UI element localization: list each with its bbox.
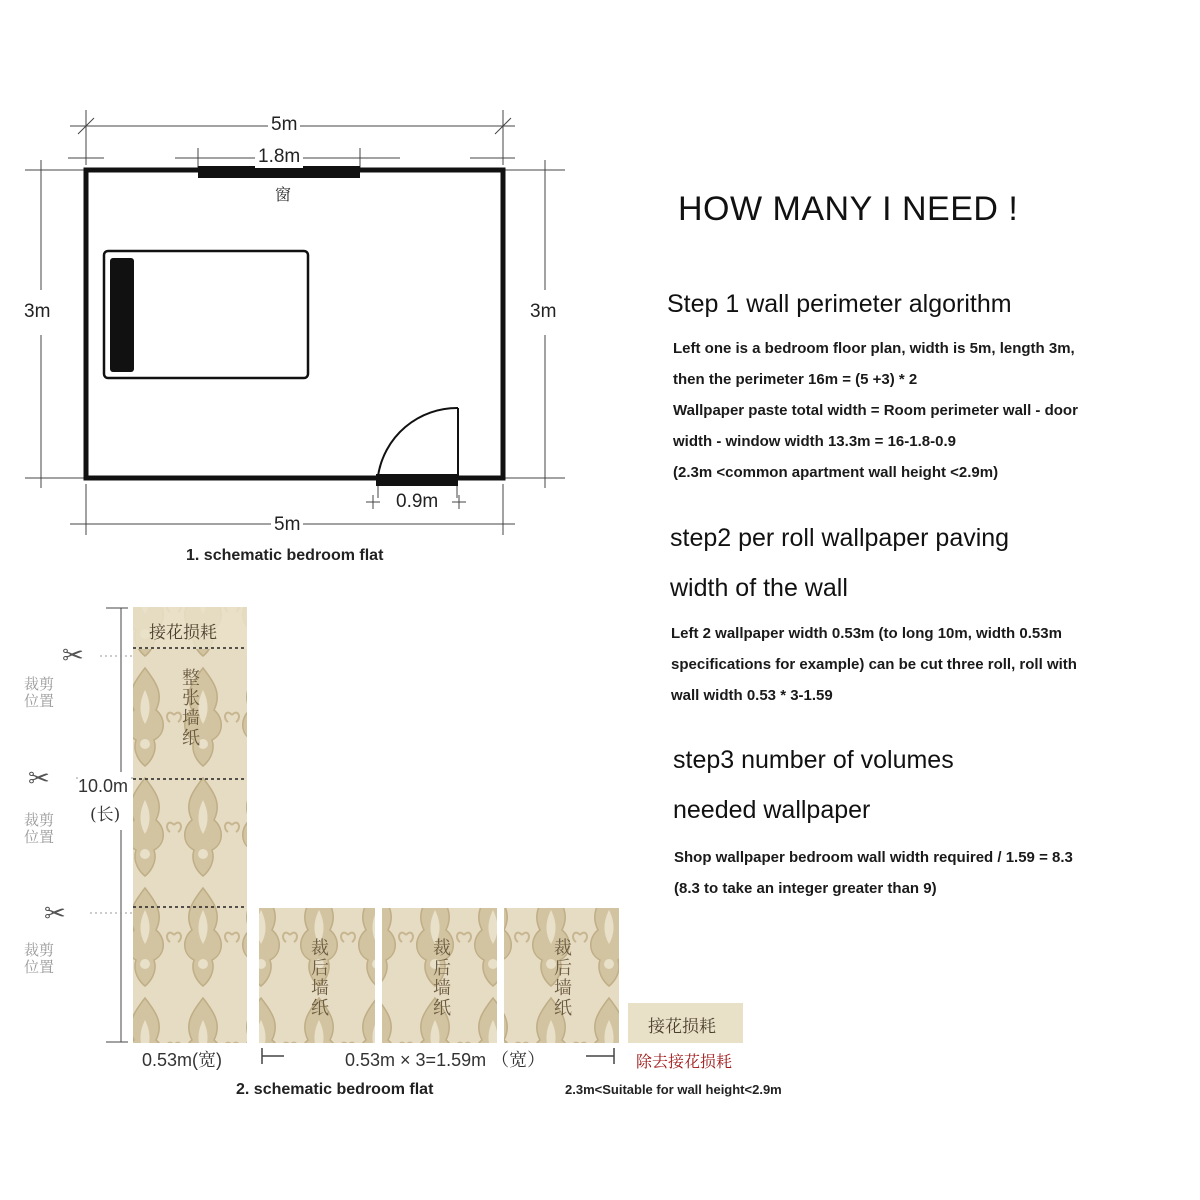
cut-position-label-3: 裁剪位置 [24, 941, 55, 976]
page-title: HOW MANY I NEED ! [678, 190, 1019, 228]
step3-line-1: Shop wallpaper bedroom wall width required / 1.59 = 8.3 [674, 849, 1073, 866]
roll-center-label: 整张墙纸 [179, 668, 200, 748]
step3-line-2: (8.3 to take an integer greater than 9) [674, 880, 937, 897]
window-width-label: 1.8m [255, 146, 303, 168]
scissor-icon-3: ✂ [44, 898, 66, 928]
bed-headboard [110, 258, 134, 372]
step2-line-1: Left 2 wallpaper width 0.53m (to long 10m, width 0.53m [671, 625, 1062, 642]
window-label: 窗 [275, 185, 292, 204]
step2-line-2: specifications for example) can be cut three roll, roll with [671, 656, 1077, 673]
step3-title-line-2: needed wallpaper [673, 796, 871, 824]
roll-caption: 2. schematic bedroom flat [236, 1081, 434, 1098]
step2-title-line-2: width of the wall [670, 574, 848, 602]
step1-title: Step 1 wall perimeter algorithm [667, 290, 1012, 318]
step1-line-5: (2.3m <common apartment wall height <2.9m) [673, 464, 999, 481]
right-height-label: 3m [527, 301, 559, 323]
step2-line-3: wall width 0.53 * 3-1.59 [671, 687, 833, 704]
cut-piece-label-1: 裁后墙纸 [308, 938, 329, 1018]
step2-title-line-1: step2 per roll wallpaper paving [670, 524, 1010, 552]
door-swing [378, 408, 458, 476]
pieces-width-label: 0.53m × 3=1.59m （宽） [345, 1050, 546, 1070]
cut-piece-label-2: 裁后墙纸 [430, 938, 451, 1018]
step1-line-1: Left one is a bedroom floor plan, width is 5m, length 3m, [673, 340, 1075, 357]
scissor-icon-1: ✂ [62, 640, 84, 670]
step1-line-2: then the perimeter 16m = (5 +3) * 2 [673, 371, 918, 388]
top-width-label: 5m [268, 114, 300, 136]
waste-strip-label: 接花损耗 [648, 1017, 716, 1037]
cut-piece-label-3: 裁后墙纸 [551, 938, 572, 1018]
cut-position-label-2: 裁剪位置 [24, 811, 55, 846]
roll-length-label: 10.0m [78, 776, 129, 796]
step1-line-4: width - window width 13.3m = 16-1.8-0.9 [673, 433, 956, 450]
bed [104, 251, 308, 378]
scissor-icon-2: ✂ [28, 763, 50, 793]
door-width-label: 0.9m [393, 491, 441, 513]
waste-note: 除去接花损耗 [636, 1052, 733, 1071]
left-height-label: 3m [21, 301, 53, 323]
step3-title-line-1: step3 number of volumes [673, 746, 954, 774]
cut-position-label-1: 裁剪位置 [24, 675, 55, 710]
step1-line-3: Wallpaper paste total width = Room perimeter wall - door [673, 402, 1078, 419]
floorplan-caption: 1. schematic bedroom flat [186, 547, 384, 564]
wall-height-note: 2.3m<Suitable for wall height<2.9m [565, 1082, 782, 1097]
roll-width-label: 0.53m(宽) [142, 1050, 223, 1070]
roll-top-label: 接花损耗 [149, 623, 217, 643]
floor-plan [25, 110, 565, 535]
roll-length-note: (长) [90, 800, 120, 825]
bottom-width-label: 5m [271, 514, 303, 536]
door-gap [376, 474, 458, 486]
